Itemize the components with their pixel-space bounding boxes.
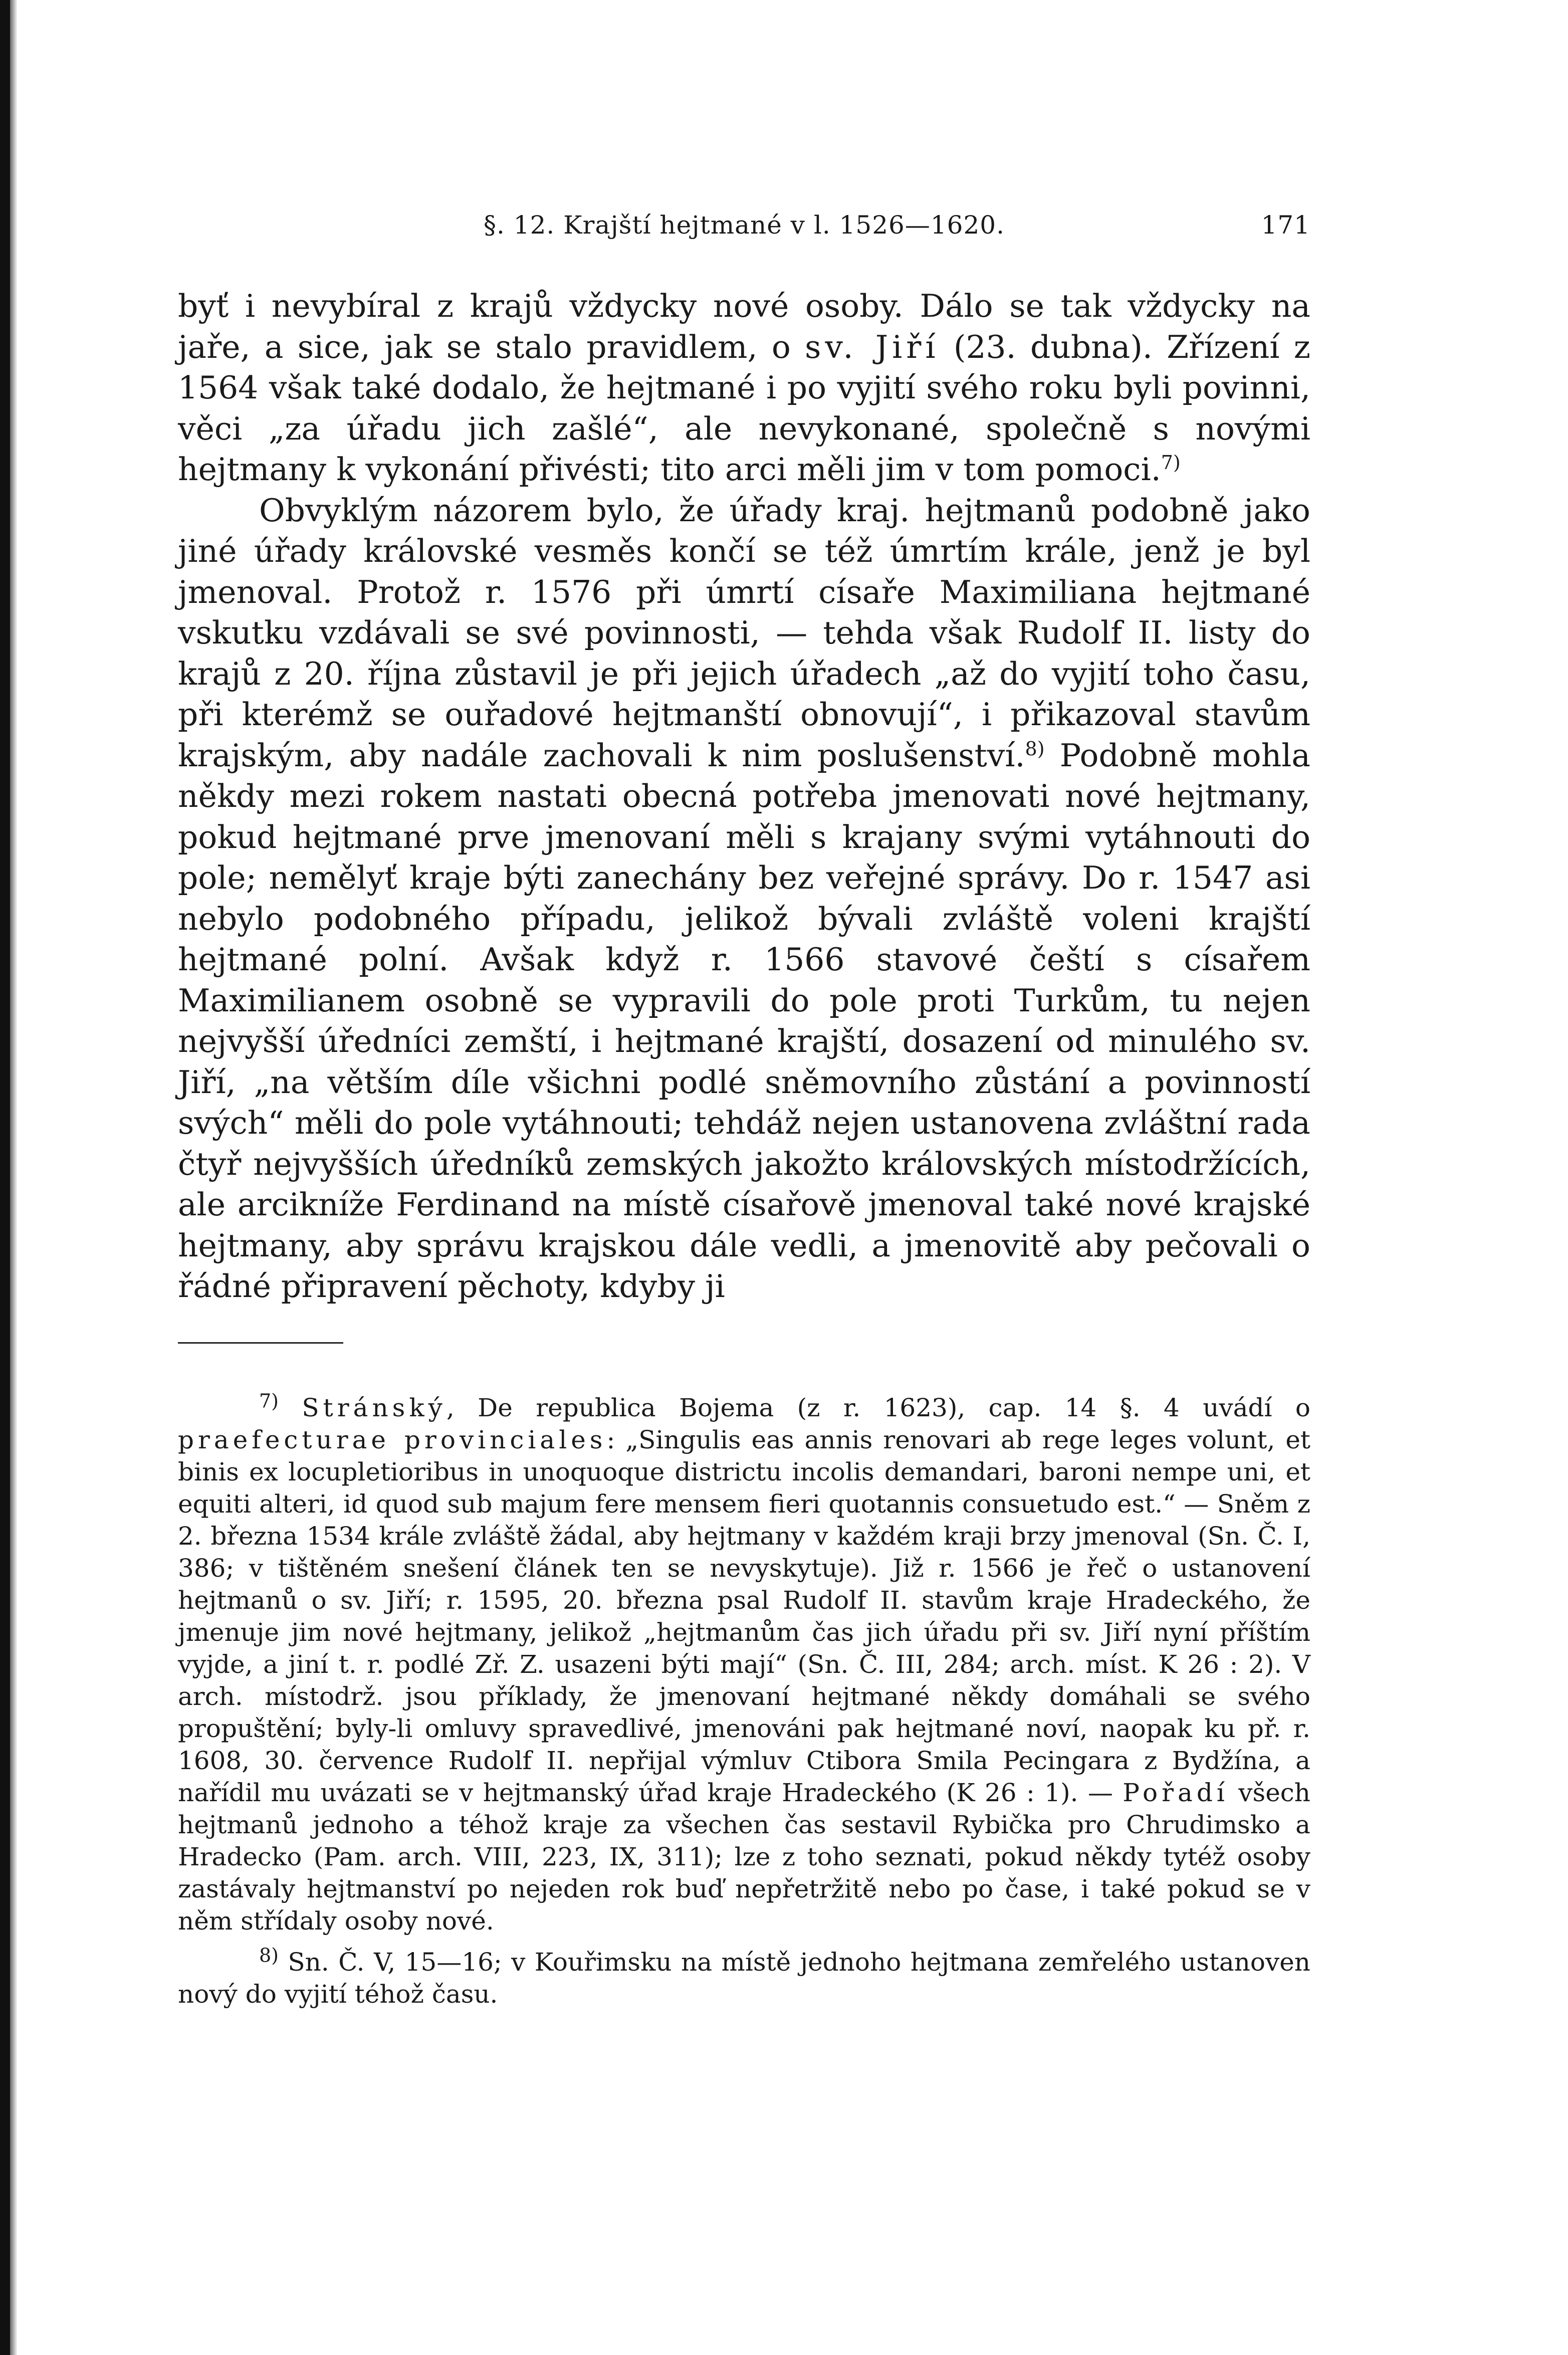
main-text xyxy=(178,286,1310,1307)
footnote-7-text-b: : „Singulis eas annis renovari ab rege leges volunt, et binis ex locupletioribus in unoquoque districtu incolis demandari, baroni nempe uni, et equiti alteri, id quod sub majum fere mensem fieri quotannis consuetudo est.“ — Sněm z 2. března 1534 krále zvláště žádal, aby hejtmany v každém kraji brzy jmenoval (Sn. Č. I, 386; v tištěném snešení článek ten se nevyskytuje). Již r. 1566 je řeč o ustanovení hejtmanů o sv. Jiří; r. 1595, 20. března psal Rudolf II. stavům kraje Hradeckého, že jmenuje jim nové hejtmany, jelikož „hejtmanům čas jich úřadu při sv. Jiří nyní příštím vyjde, a jiní t. r. podlé Zř. Z. usazeni býti mají“ (Sn. Č. III, 284; arch. míst. K 26 : 2). V arch. místodrž. jsou příklady, že jmenovaní hejtmané někdy domáhali se svého propuštění; byly-li omluvy spravedlivé, jmenováni pak hejtmané noví, naopak ku př. r. 1608, 30. července Rudolf II. nepřijal výmluv Ctibora Smila Pecingara z Bydžína, a nařídil mu uvázati se v hejtmanský úřad kraje Hradeckého (K 26 : 1). — xyxy=(178,1425,1310,1807)
footnote-ref-7: 7) xyxy=(1161,452,1181,474)
footnote-8-mark: 8) xyxy=(259,1944,279,1966)
paragraph-1 xyxy=(178,286,1310,490)
page-number: 171 xyxy=(1261,210,1310,240)
page xyxy=(178,210,1310,2019)
footnote-7-author: Stránský xyxy=(302,1393,446,1422)
footnote-ref-8: 8) xyxy=(1025,737,1045,760)
paragraph-1-spaced-name: sv. Jiří xyxy=(805,328,940,365)
footnote-8 xyxy=(178,1946,1310,2010)
scan-edge-shadow xyxy=(10,0,17,2355)
footnote-7 xyxy=(178,1389,1310,1937)
footnotes xyxy=(178,1389,1310,2010)
paragraph-2-text-b: Podobně mohla někdy mezi rokem nastati obecná potřeba jmenovati nové hejtmany, pokud hejtmané prve jmenovaní měli s krajany svými vytáhnouti do pole; nemělyť kraje býti zanechány bez veřejné správy. Do r. 1547 asi nebylo podobného případu, jelikož bývali zvláště voleni krajští hejtmané polní. Avšak když r. 1566 stavové čeští s císařem Maximilianem osobně se vypravili do pole proti Turkům, tu nejen nejvyšší úředníci zemští, i hejtmané krajští, dosazení od minulého sv. Jiří, „na větším díle všichni podlé sněmovního zůstání a povinností svých“ měli do pole vytáhnouti; tehdáž nejen ustanovena zvláštní rada čtyř nejvyšších úředníků zemských jakožto královských místodržících, ale arcikníže Ferdinand na místě císařově jmenoval také nové krajské hejtmany, aby správu krajskou dále vedli, a jmenovitě aby pečovali o řádné připravení pěchoty, kdyby ji xyxy=(178,737,1310,1305)
scan-edge xyxy=(0,0,10,2355)
paragraph-2 xyxy=(178,490,1310,1307)
footnote-7-term2: Pořadí xyxy=(1123,1778,1229,1807)
paragraph-1-text-b: (23. dubna). Zřízení z 1564 však také dodalo, že hejtmané i po vyjití svého roku byli povinni, věci „za úřadu jich zašlé“, ale nevykonané, společně s novými hejtmany k vykonání přivésti; tito arci měli jim v tom pomoci. xyxy=(178,328,1310,488)
footnote-7-term: praefecturae provinciales xyxy=(178,1425,607,1454)
paragraph-1-text-a: byť i nevybíral z krajů vždycky nové osoby. Dálo se tak vždycky na jaře, a sice, jak se stalo pravidlem, o xyxy=(178,288,1310,365)
footnote-7-text-a: , De republica Bojema (z r. 1623), cap. 14 §. 4 uvádí o xyxy=(446,1393,1310,1422)
running-head-title: §. 12. Krajští hejtmané v l. 1526—1620. xyxy=(483,210,1005,240)
footnote-7-mark: 7) xyxy=(259,1389,279,1412)
paragraph-2-text-a: Obvyklým názorem bylo, že úřady kraj. hejtmanů podobně jako jiné úřady královské vesměs končí se též úmrtím krále, jenž je byl jmenoval. Protož r. 1576 při úmrtí císaře Maximiliana hejtmané vskutku vzdávali se své povinnosti, — tehda však Rudolf II. listy do krajů z 20. října zůstavil je při jejich úřadech „až do vyjití toho času, při kterémž se ouřadové hejtmanští obnovují“, i přikazoval stavům krajským, aby nadále zachovali k nim poslušenství. xyxy=(178,492,1310,774)
footnote-8-text: Sn. Č. V, 15—16; v Kouřimsku na místě jednoho hejtmana zemřelého ustanoven nový do vyjití téhož času. xyxy=(178,1947,1310,2009)
running-head xyxy=(178,210,1310,256)
footnote-7-text-c: všech hejtmanů jednoho a téhož kraje za všechen čas sestavil Rybička pro Chrudimsko a Hradecko (Pam. arch. VIII, 223, IX, 311); lze z toho seznati, pokud někdy tytéž osoby zastávaly hejtmanství po nejeden rok buď nepřetržitě nebo po čase, i také pokud se v něm střídaly osoby nové. xyxy=(178,1778,1310,1936)
footnote-rule xyxy=(178,1342,343,1344)
